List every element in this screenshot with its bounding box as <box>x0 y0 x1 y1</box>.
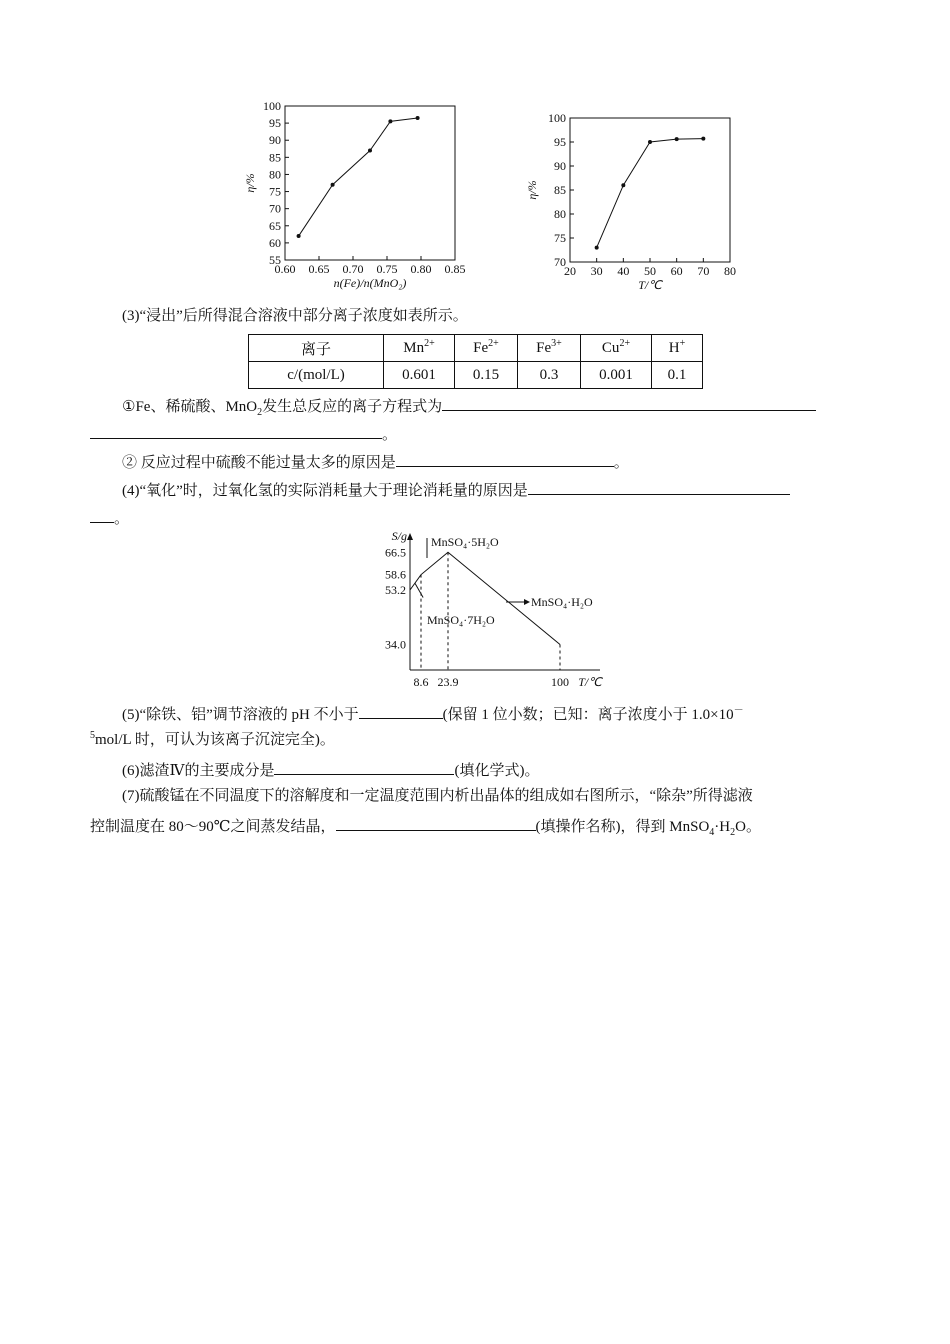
value-cell: 0.3 <box>518 362 581 389</box>
y-tick-label: 34.0 <box>385 637 406 652</box>
data-point <box>416 116 420 120</box>
answer-blank[interactable] <box>528 478 790 495</box>
plot-frame <box>285 106 455 260</box>
y-axis-label: η/% <box>525 180 539 200</box>
q4-line2: 。 <box>90 506 862 529</box>
y-tick-label: 53.2 <box>385 582 406 597</box>
x-tick-label: 70 <box>697 264 710 278</box>
x-tick-label: 0.80 <box>410 262 432 276</box>
data-point <box>701 137 705 141</box>
ion-cell: H+ <box>652 335 703 362</box>
efficiency-vs-ratio-chart <box>240 96 480 296</box>
q7-line2: 控制温度在 80～90℃之间蒸发结晶， (填操作名称)，得到 $MnSO_4\cdot H_2O$。 <box>90 814 862 837</box>
q3-item1-cont: 。 <box>90 422 862 445</box>
y-tick-label: 75 <box>554 231 566 245</box>
y-tick-label: 66.5 <box>385 545 406 560</box>
x-tick-label: 50 <box>644 264 656 278</box>
y-tick-label: 80 <box>554 207 566 221</box>
heptahydrate-arrow <box>415 583 423 597</box>
y-axis-label: η/% <box>243 173 257 193</box>
ion-cell: $Mn^{2+}$ <box>384 335 455 362</box>
answer-blank[interactable] <box>90 422 382 439</box>
pentahydrate-label: MnSO₄·5H₂O <box>431 535 499 549</box>
plot-frame <box>570 118 730 262</box>
data-point <box>297 234 301 238</box>
value-cell: 0.15 <box>455 362 518 389</box>
y-tick-label: 80 <box>269 167 281 182</box>
y-tick-label: 55 <box>269 253 281 267</box>
answer-blank[interactable] <box>90 506 114 523</box>
series-line <box>299 118 418 236</box>
q5-line1: (5)“除铁、铝”调节溶液的 pH 不小于 (保留 1 位小数；已知：离子浓度小于 1.0×10－ <box>90 702 894 725</box>
x-tick-label: 0.85 <box>444 262 466 276</box>
y-tick-label: 70 <box>269 201 281 216</box>
x-tick-label: 0.60 <box>274 262 296 276</box>
q5-line2: $^5$mol/L 时，可认为该离子沉淀完全)。 <box>90 730 335 748</box>
q4-line1: (4)“氧化”时，过氧化氢的实际消耗量大于理论消耗量的原因是 <box>90 478 894 501</box>
value-cell: 0.601 <box>384 362 455 389</box>
q3-item2: ② 反应过程中硫酸不能过量太多的原因是 。 <box>90 450 894 473</box>
heptahydrate-label: MnSO₄·7H₂O <box>427 613 495 627</box>
x-tick-label: 23.9 <box>437 675 459 689</box>
q3-intro: (3)“浸出”后所得混合溶液中部分离子浓度如表所示。 <box>122 308 468 324</box>
y-tick-label: 95 <box>269 116 281 131</box>
series-line <box>597 139 704 248</box>
solubility-chart <box>360 528 620 694</box>
ion-cell: $Fe^{2+}$ <box>455 335 518 362</box>
x-tick-label: 8.6 <box>413 675 429 689</box>
answer-blank[interactable] <box>359 702 443 719</box>
q7-line1: (7)硫酸锰在不同温度下的溶解度和一定温度范围内析出晶体的组成如右图所示，“除杂”所得滤液 <box>122 788 753 804</box>
table-row <box>249 335 703 362</box>
x-axis-label: n(Fe)/n(MnO₂) <box>333 276 407 290</box>
x-axis-label: T/℃ <box>578 675 602 689</box>
x-tick-label: 100 <box>551 675 569 689</box>
y-axis-arrow <box>407 533 413 540</box>
x-tick-label: 0.75 <box>376 262 398 276</box>
y-tick-label: 75 <box>269 184 281 199</box>
y-axis-label: S/g <box>391 529 407 543</box>
q3-item1: ①Fe、稀硫酸、MnO$_2$发生总反应的离子方程式为 <box>90 394 894 417</box>
data-point <box>368 148 372 152</box>
row-label-cell: c/(mol/L) <box>249 362 384 389</box>
value-cell: 0.1 <box>652 362 703 389</box>
y-tick-label: 65 <box>269 218 281 233</box>
x-tick-label: 0.65 <box>308 262 330 276</box>
value-cell: 0.001 <box>581 362 652 389</box>
x-tick-label: 20 <box>564 264 576 278</box>
q6-line: (6)滤渣Ⅳ的主要成分是 (填化学式)。 <box>90 758 894 781</box>
data-point <box>621 183 625 187</box>
y-tick-label: 90 <box>554 159 566 173</box>
y-tick-label: 85 <box>554 183 566 197</box>
efficiency-vs-temperature-chart <box>520 108 750 300</box>
y-tick-label: 58.6 <box>385 567 406 582</box>
x-tick-label: 80 <box>724 264 736 278</box>
y-tick-label: 60 <box>269 235 281 250</box>
data-point <box>331 183 335 187</box>
x-tick-label: 30 <box>590 264 603 278</box>
y-tick-label: 100 <box>263 99 281 113</box>
answer-blank[interactable] <box>396 450 614 467</box>
data-point <box>388 119 392 123</box>
answer-blank[interactable] <box>274 758 454 775</box>
y-tick-label: 95 <box>554 135 566 149</box>
monohydrate-arrowhead <box>524 599 530 605</box>
table-row <box>249 362 703 389</box>
y-tick-label: 90 <box>269 133 281 148</box>
data-point <box>595 246 599 250</box>
x-tick-label: 40 <box>617 264 630 278</box>
x-axis-label: T/℃ <box>638 278 662 292</box>
x-tick-label: 60 <box>670 264 683 278</box>
monohydrate-label: MnSO₄·H₂O <box>531 595 593 609</box>
data-point <box>675 137 679 141</box>
x-tick-label: 0.70 <box>342 262 364 276</box>
ion-cell: $Fe^{3+}$ <box>518 335 581 362</box>
header-label-cell: 离子 <box>249 335 384 362</box>
y-tick-label: 70 <box>554 255 566 269</box>
ion-cell: $Cu^{2+}$ <box>581 335 652 362</box>
y-tick-label: 85 <box>269 150 281 165</box>
y-tick-label: 100 <box>548 111 566 125</box>
answer-blank[interactable] <box>442 394 816 411</box>
answer-blank[interactable] <box>336 814 536 831</box>
ion-concentration-table <box>248 334 703 389</box>
data-point <box>648 140 652 144</box>
